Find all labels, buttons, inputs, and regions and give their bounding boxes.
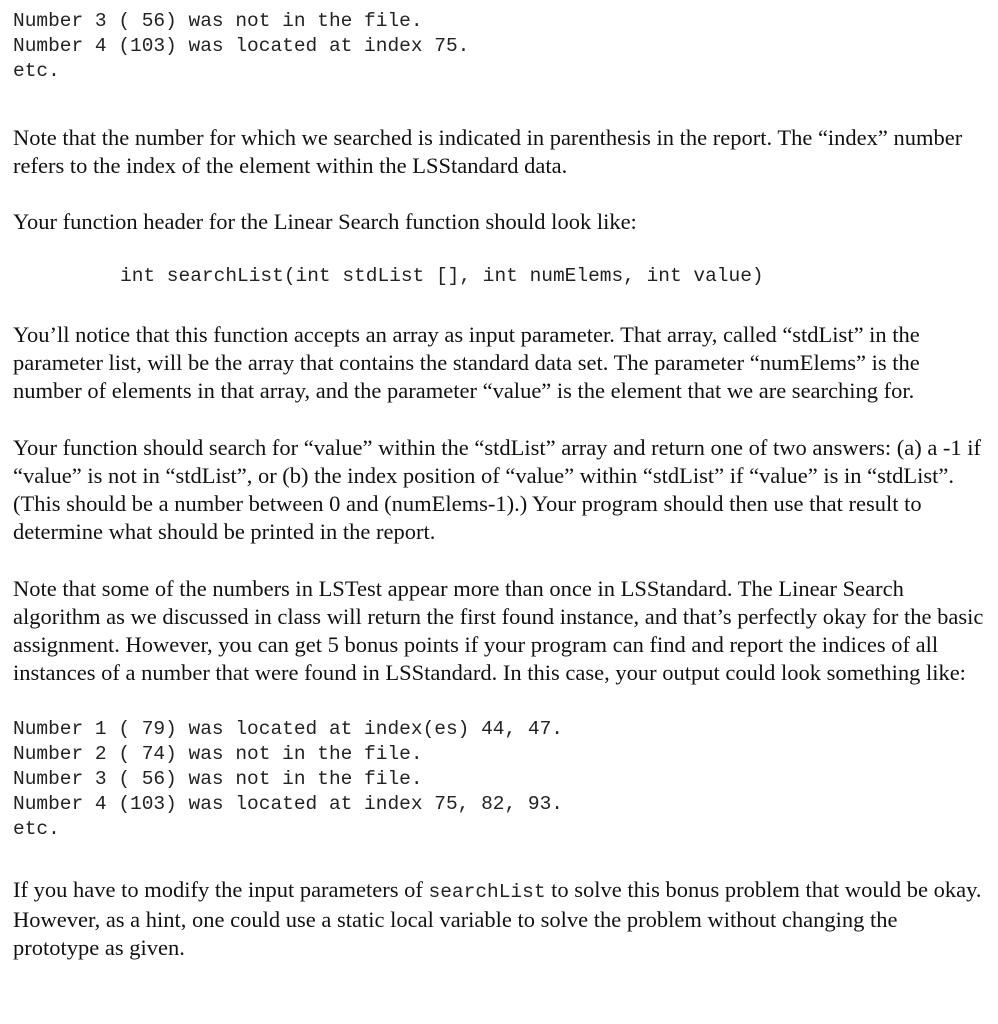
code-line: Number 2 ( 74) was not in the file. xyxy=(13,743,423,765)
code-line: etc. xyxy=(13,60,60,82)
modify-text-before: If you have to modify the input parameters of xyxy=(13,877,429,902)
function-prototype: int searchList(int stdList [], int numElems, int value) xyxy=(120,265,764,287)
paragraph-header-intro: Your function header for the Linear Search function should look like: xyxy=(13,209,637,234)
document-page xyxy=(13,0,988,962)
paragraph-parameters: You’ll notice that this function accepts an array as input parameter. That array, called “stdList” in the parameter list, will be the array that contains the standard data set. The parameter “numElems” is the number of elements in that array, and the parameter “value” is the element that we are searching for. xyxy=(13,322,920,403)
code-line: Number 3 ( 56) was not in the file. xyxy=(13,10,423,32)
paragraph-search-behavior: Your function should search for “value” within the “stdList” array and return one of two answers: (a) a -1 if “value” is not in “stdList”, or (b) the index position of “value” within “stdList” if “value” is in “stdList”. (This should be a number between 0 and (numElems-1).) Your program should then use that result to determine what should be printed in the report. xyxy=(13,435,982,544)
inline-code-searchlist: searchList xyxy=(428,881,546,903)
code-line: Number 3 ( 56) was not in the file. xyxy=(13,768,423,790)
paragraph-note-index: Note that the number for which we searched is indicated in parenthesis in the report. The “index” number refers to the index of the element within the LSStandard data. xyxy=(13,125,963,178)
paragraph-bonus: Note that some of the numbers in LSTest appear more than once in LSStandard. The Linear Search algorithm as we discussed in class will return the first found instance, and that’s perfectly okay for the basic assignment. However, you can get 5 bonus points if your program can find and report the indices of all instances of a number that were found in LSStandard. In this case, your output could look something like: xyxy=(13,576,984,685)
modify-text-after: to solve this bonus problem that would be okay. However, as a hint, one could use a static local variable to solve the problem without changing the prototype as given. xyxy=(13,877,982,960)
code-line: Number 4 (103) was located at index 75, 82, 93. xyxy=(13,793,563,815)
code-line: etc. xyxy=(13,818,60,840)
top-report-output xyxy=(13,9,988,84)
code-line: Number 1 ( 79) was located at index(es) 44, 47. xyxy=(13,718,563,740)
paragraph-modify-hint xyxy=(13,876,988,962)
bonus-report-output xyxy=(13,717,988,842)
code-line: Number 4 (103) was located at index 75. xyxy=(13,35,470,57)
